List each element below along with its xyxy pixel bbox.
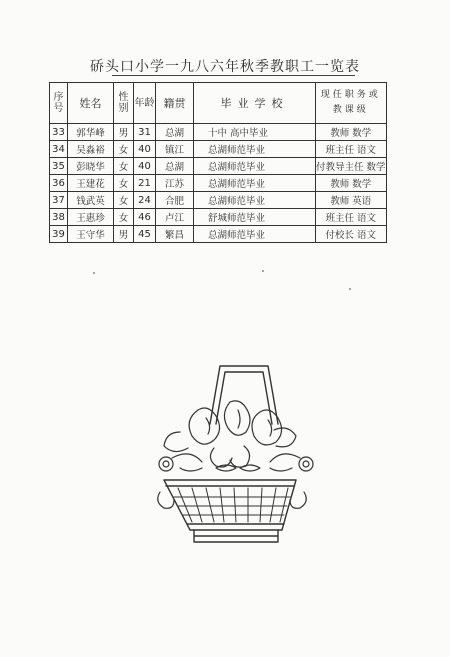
- cell-index: 39: [50, 226, 68, 243]
- cell-gender: 女: [114, 158, 134, 175]
- header-age: 年龄: [134, 83, 156, 124]
- ink-speck: [262, 270, 264, 272]
- cell-index: 38: [50, 209, 68, 226]
- cell-position: 班主任 语文: [316, 141, 387, 158]
- cell-name: 彭晓华: [68, 158, 114, 175]
- cell-origin: 镇江: [156, 141, 194, 158]
- cell-gender: 女: [114, 209, 134, 226]
- header-index: 序号: [50, 83, 68, 124]
- cell-name: 王守华: [68, 226, 114, 243]
- cell-position: 付教导主任 数学: [316, 158, 387, 175]
- cell-age: 21: [134, 175, 156, 192]
- table-row: [50, 226, 387, 243]
- table-row: [50, 192, 387, 209]
- cell-position: 教师 数学: [316, 175, 387, 192]
- cell-origin: 江苏: [156, 175, 194, 192]
- cell-age: 46: [134, 209, 156, 226]
- cell-gender: 女: [114, 141, 134, 158]
- table-row: [50, 124, 387, 141]
- cell-name: 王建花: [68, 175, 114, 192]
- staff-table: [49, 82, 387, 243]
- cell-gender: 女: [114, 175, 134, 192]
- cell-position: 教师 数学: [316, 124, 387, 141]
- cell-age: 24: [134, 192, 156, 209]
- cell-school: 总湖师范毕业: [194, 226, 316, 243]
- cell-origin: 合肥: [156, 192, 194, 209]
- cell-origin: 总湖: [156, 158, 194, 175]
- cell-origin: 繁昌: [156, 226, 194, 243]
- header-gender: 性别: [114, 83, 134, 124]
- cell-index: 37: [50, 192, 68, 209]
- cell-school: 舒城师范毕业: [194, 209, 316, 226]
- table-header-row: [50, 83, 387, 124]
- cell-index: 33: [50, 124, 68, 141]
- cell-gender: 男: [114, 226, 134, 243]
- cell-index: 35: [50, 158, 68, 175]
- ink-speck: [93, 272, 95, 274]
- page-title: 硚头口小学一九八六年秋季教职工一览表: [90, 59, 360, 75]
- title-underline: [112, 75, 355, 76]
- table-row: [50, 175, 387, 192]
- cell-age: 31: [134, 124, 156, 141]
- header-position: 现任职务或教课级: [316, 83, 387, 124]
- cell-name: 郭华峰: [68, 124, 114, 141]
- cell-origin: 卢江: [156, 209, 194, 226]
- flower-basket-drawing: [120, 352, 340, 552]
- cell-school: 总湖师范毕业: [194, 175, 316, 192]
- cell-school: 总湖师范毕业: [194, 158, 316, 175]
- cell-school: 总湖师范毕业: [194, 192, 316, 209]
- ink-speck: [349, 288, 351, 290]
- cell-age: 40: [134, 158, 156, 175]
- cell-gender: 女: [114, 192, 134, 209]
- cell-age: 45: [134, 226, 156, 243]
- cell-index: 36: [50, 175, 68, 192]
- table-row: [50, 158, 387, 175]
- cell-name: 王惠珍: [68, 209, 114, 226]
- header-name: 姓名: [68, 83, 114, 124]
- cell-origin: 总湖: [156, 124, 194, 141]
- header-origin: 籍贯: [156, 83, 194, 124]
- header-school: 毕业学校: [194, 83, 316, 124]
- cell-school: 十中 高中毕业: [194, 124, 316, 141]
- cell-age: 40: [134, 141, 156, 158]
- cell-position: 班主任 语文: [316, 209, 387, 226]
- cell-position: 付校长 语文: [316, 226, 387, 243]
- cell-position: 教师 英语: [316, 192, 387, 209]
- table-row: [50, 209, 387, 226]
- cell-school: 总湖师范毕业: [194, 141, 316, 158]
- cell-name: 钱武英: [68, 192, 114, 209]
- cell-name: 吴淼裕: [68, 141, 114, 158]
- table-row: [50, 141, 387, 158]
- cell-index: 34: [50, 141, 68, 158]
- cell-gender: 男: [114, 124, 134, 141]
